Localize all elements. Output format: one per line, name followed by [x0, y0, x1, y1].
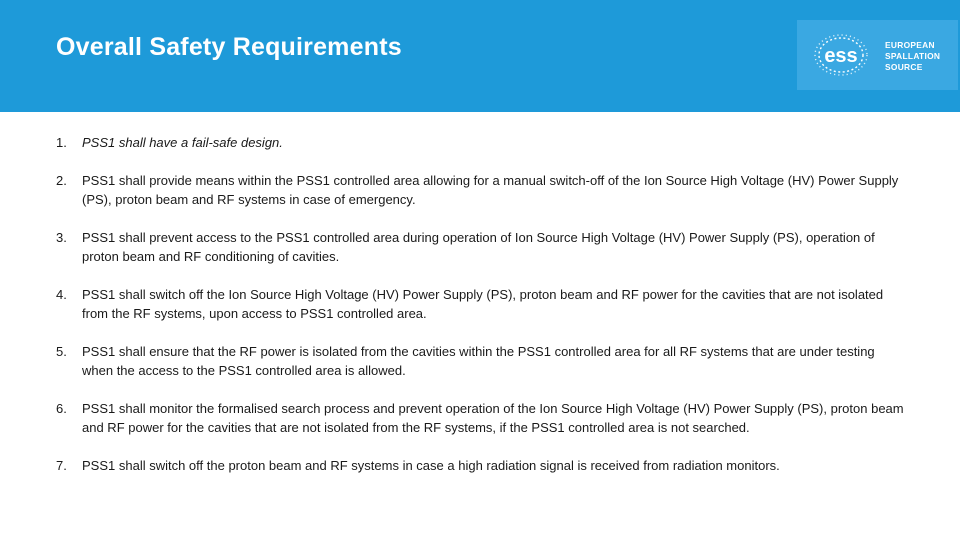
requirement-number: 5. [56, 344, 67, 359]
logo-line-3: SOURCE [885, 62, 923, 72]
page-title: Overall Safety Requirements [56, 33, 402, 61]
requirement-7 [56, 456, 906, 475]
requirement-number: 6. [56, 401, 67, 416]
requirements-list [56, 133, 906, 494]
requirement-text: PSS1 shall monitor the formalised search process and prevent operation of the Ion Source High Voltage (HV) Power Supply (PS), proton beam and RF power for the cavities that are not isolated from the RF systems, if the PSS1 controlled area is not searched. [82, 401, 904, 435]
ess-logo-letters: ess [824, 45, 858, 67]
ess-logo-mark [813, 32, 869, 78]
requirement-5 [56, 342, 906, 380]
requirement-text: PSS1 shall prevent access to the PSS1 controlled area during operation of Ion Source High Voltage (HV) Power Supply (PS), operation of proton beam and RF conditioning of cavities. [82, 230, 875, 264]
requirement-number: 3. [56, 230, 67, 245]
header-bar [0, 0, 960, 112]
requirement-3 [56, 228, 906, 266]
requirement-text: PSS1 shall have a fail-safe design. [82, 135, 283, 150]
requirement-text: PSS1 shall ensure that the RF power is isolated from the cavities within the PSS1 controlled area for all RF systems that are under testing when the access to the PSS1 controlled area is allowed. [82, 344, 875, 378]
ess-logo [797, 20, 958, 90]
requirement-text: PSS1 shall switch off the Ion Source High Voltage (HV) Power Supply (PS), proton beam and RF power for the cavities that are not isolated from the RF systems, upon access to PSS1 controlled area. [82, 287, 884, 321]
requirement-6 [56, 399, 906, 437]
requirement-1 [56, 133, 906, 152]
requirement-text: PSS1 shall provide means within the PSS1 controlled area allowing for a manual switch-off of the Ion Source High Voltage (HV) Power Supply (PS), proton beam and RF systems in case of emergency. [82, 173, 899, 207]
requirement-number: 4. [56, 287, 67, 302]
requirement-4 [56, 285, 906, 323]
ess-logo-text [885, 40, 940, 73]
requirement-text: PSS1 shall switch off the proton beam and RF systems in case a high radiation signal is received from radiation monitors. [82, 458, 780, 473]
logo-line-2: SPALLATION [885, 51, 941, 61]
requirement-number: 1. [56, 135, 67, 150]
requirement-2 [56, 171, 906, 209]
requirement-number: 2. [56, 173, 67, 188]
logo-line-1: EUROPEAN [885, 40, 935, 50]
requirement-number: 7. [56, 458, 67, 473]
